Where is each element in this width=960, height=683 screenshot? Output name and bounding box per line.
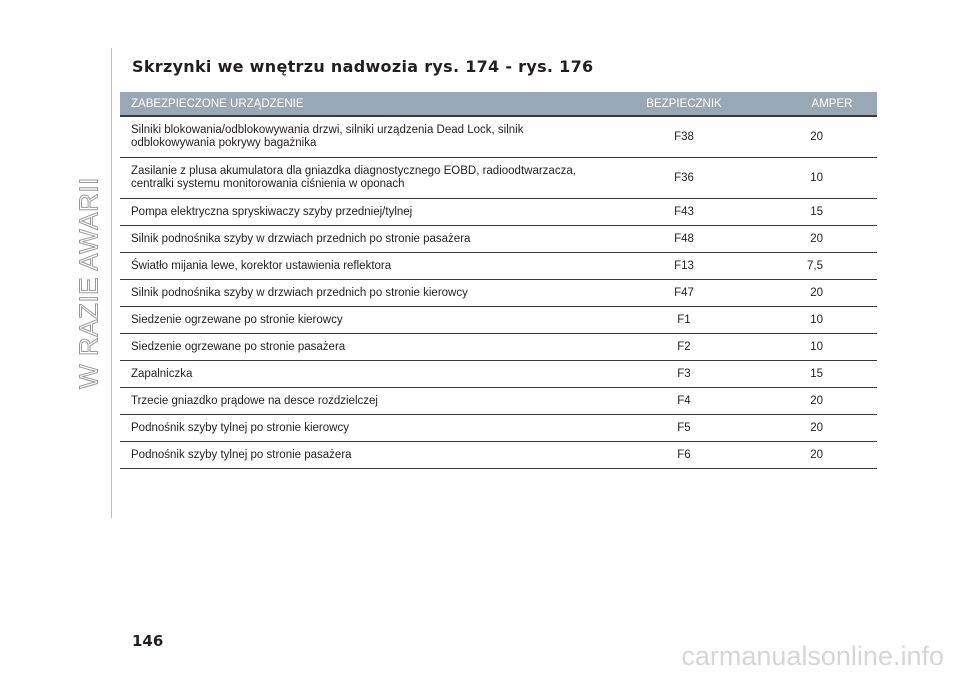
page-number: 146	[132, 632, 164, 650]
fuse-cell: F48	[616, 226, 752, 253]
amp-cell: 20	[752, 442, 877, 469]
section-tab-label: W RAZIE AWARII	[73, 177, 104, 389]
amp-cell: 20	[752, 280, 877, 307]
device-cell: Siedzenie ogrzewane po stronie kierowcy	[120, 307, 616, 334]
amp-cell: 20	[752, 388, 877, 415]
device-cell: Silnik podnośnika szyby w drzwiach przednich po stronie kierowcy	[120, 280, 616, 307]
side-divider	[111, 48, 112, 518]
device-cell: Zasilanie z plusa akumulatora dla gniazdka diagnostycznego EOBD, radioodtwarzacza, centralki systemu monitorowania ciśnienia w oponach	[120, 158, 616, 199]
table-row	[120, 116, 877, 158]
watermark: carmanualsonline.info	[681, 641, 944, 671]
fuse-cell: F1	[616, 307, 752, 334]
device-cell: Podnośnik szyby tylnej po stronie kierowcy	[120, 415, 616, 442]
fuse-table	[120, 92, 877, 469]
fuse-cell: F5	[616, 415, 752, 442]
page-title: Skrzynki we wnętrzu nadwozia rys. 174 - rys. 176	[132, 57, 594, 76]
device-cell: Zapalniczka	[120, 361, 616, 388]
device-cell: Światło mijania lewe, korektor ustawienia reflektora	[120, 253, 616, 280]
amp-cell: 15	[752, 361, 877, 388]
device-cell: Pompa elektryczna spryskiwaczy szyby przedniej/tylnej	[120, 199, 616, 226]
amp-cell: 10	[752, 307, 877, 334]
fuse-cell: F6	[616, 442, 752, 469]
table-row	[120, 415, 877, 442]
fuse-cell: F13	[616, 253, 752, 280]
amp-cell: 10	[752, 158, 877, 199]
device-cell: Silniki blokowania/odblokowywania drzwi, silniki urządzenia Dead Lock, silnik odblokowywania pokrywy bagażnika	[120, 116, 616, 158]
amp-cell: 20	[752, 226, 877, 253]
device-cell: Silnik podnośnika szyby w drzwiach przednich po stronie pasażera	[120, 226, 616, 253]
fuse-cell: F2	[616, 334, 752, 361]
amp-cell: 20	[752, 415, 877, 442]
table-row	[120, 442, 877, 469]
header-fuse: BEZPIECZNIK	[616, 92, 752, 116]
header-amp: AMPER	[752, 92, 877, 116]
fuse-cell: F47	[616, 280, 752, 307]
table-row	[120, 226, 877, 253]
amp-cell: 7,5	[752, 253, 877, 280]
amp-cell: 20	[752, 116, 877, 158]
fuse-cell: F4	[616, 388, 752, 415]
fuse-cell: F38	[616, 116, 752, 158]
header-device: ZABEZPIECZONE URZĄDZENIE	[120, 92, 616, 116]
table-row	[120, 158, 877, 199]
device-cell: Trzecie gniazdko prądowe na desce rozdzielczej	[120, 388, 616, 415]
section-tab	[74, 48, 104, 518]
amp-cell: 15	[752, 199, 877, 226]
table-row	[120, 307, 877, 334]
table-row	[120, 361, 877, 388]
table-row	[120, 388, 877, 415]
fuse-cell: F43	[616, 199, 752, 226]
fuse-cell: F3	[616, 361, 752, 388]
table-header-row	[120, 92, 877, 116]
fuse-cell: F36	[616, 158, 752, 199]
table-row	[120, 253, 877, 280]
table-row	[120, 199, 877, 226]
amp-cell: 10	[752, 334, 877, 361]
table-row	[120, 280, 877, 307]
device-cell: Podnośnik szyby tylnej po stronie pasażera	[120, 442, 616, 469]
table-row	[120, 334, 877, 361]
device-cell: Siedzenie ogrzewane po stronie pasażera	[120, 334, 616, 361]
